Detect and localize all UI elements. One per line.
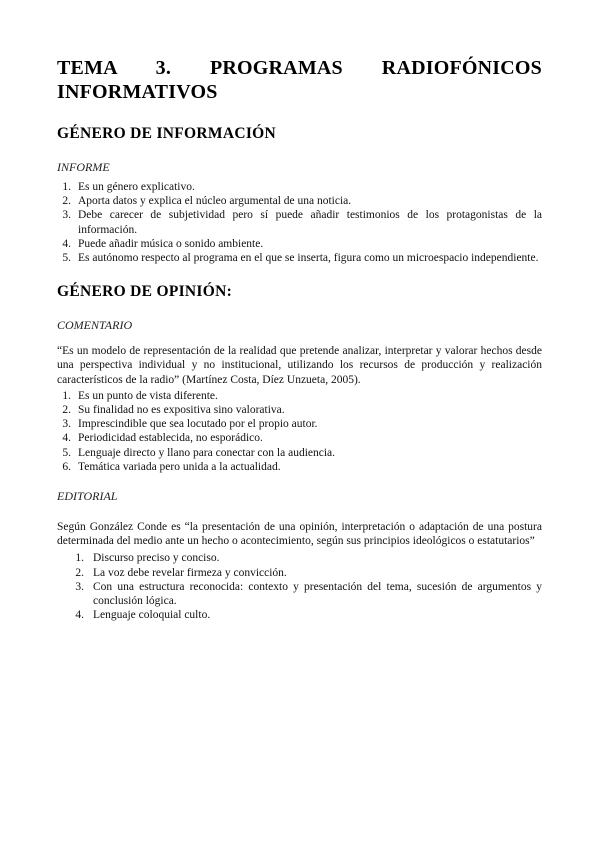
editorial-list bbox=[57, 551, 542, 622]
comentario-quote: “Es un modelo de representación de la realidad que pretende analizar, interpretar y valorar hechos desde una perspectiva individual y no institucional, utilizando los recursos de producción y realización característicos de la radio” (Martínez Costa, Díez Unzueta, 2005). bbox=[57, 345, 542, 386]
page-title bbox=[57, 56, 542, 104]
comentario-list bbox=[57, 389, 542, 474]
list-item: 1. Discurso preciso y conciso. bbox=[75, 552, 220, 565]
list-item: 6. Temática variada pero unida a la actualidad. bbox=[62, 460, 281, 473]
list-item: 4. Puede añadir música o sonido ambiente. bbox=[62, 237, 264, 250]
list-item: 4. Lenguaje coloquial culto. bbox=[75, 609, 211, 622]
list-item: 2. Su finalidad no es expositiva sino valorativa. bbox=[62, 404, 285, 417]
list-item: 1. Es un punto de vista diferente. bbox=[62, 389, 218, 402]
informe-list bbox=[57, 180, 542, 265]
list-item: 3. Imprescindible que sea locutado por el propio autor. bbox=[62, 418, 318, 431]
list-item: 5. Lenguaje directo y llano para conectar con la audiencia. bbox=[62, 446, 336, 459]
list-item: 3. Debe carecer de subjetividad pero sí puede añadir testimonios de los protagonistas de la información. bbox=[62, 209, 542, 236]
list-item: 2. La voz debe revelar firmeza y convicción. bbox=[75, 566, 287, 579]
list-item: 4. Periodicidad establecida, no esporádico. bbox=[62, 432, 263, 445]
page-title-line2: INFORMATIVOS bbox=[57, 81, 218, 103]
section-heading-opinion: GÉNERO DE OPINIÓN: bbox=[57, 283, 233, 301]
subheading-informe: INFORME bbox=[57, 160, 110, 174]
subheading-comentario: COMENTARIO bbox=[57, 318, 133, 333]
list-item: 5. Es autónomo respecto al programa en el que se inserta, figura como un microespacio independiente. bbox=[62, 252, 539, 265]
list-item: 2. Aporta datos y explica el núcleo argumental de una noticia. bbox=[62, 195, 352, 208]
document-page bbox=[57, 56, 542, 622]
editorial-quote: Según González Conde es “la presentación de una opinión, interpretación o adaptación de una postura determinada del medio ante un hecho o acontecimiento, según sus principios ideológicos o estatutarios” bbox=[57, 521, 542, 548]
section-heading-informacion: GÉNERO DE INFORMACIÓN bbox=[57, 125, 277, 142]
subheading-editorial: EDITORIAL bbox=[57, 489, 118, 504]
list-item: 1. Es un género explicativo. bbox=[62, 181, 195, 193]
page-title-line1: TEMA 3. PROGRAMAS RADIOFÓNICOS bbox=[57, 57, 542, 79]
list-item: 3. Con una estructura reconocida: contexto y presentación del tema, sucesión de argumentos y conclusión lógica. bbox=[75, 580, 542, 608]
